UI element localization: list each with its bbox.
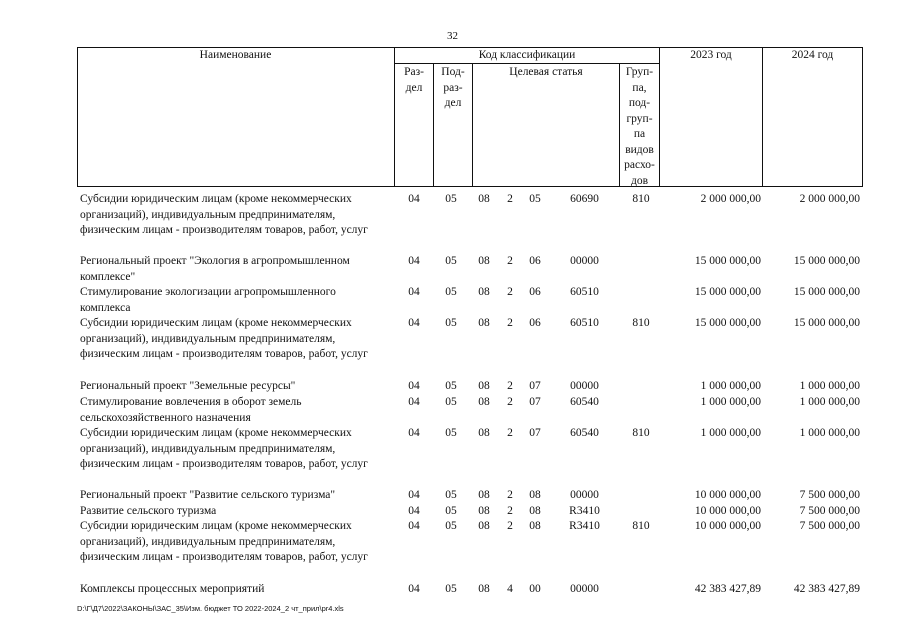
cell-cs3: 00 bbox=[529, 583, 541, 595]
cell-cs1: 08 bbox=[478, 286, 490, 298]
cell-cs2: 4 bbox=[507, 583, 513, 595]
cell-y2024: 15 000 000,00 bbox=[793, 286, 860, 298]
row-name: Стимулирование вовлечения в оборот земель сельскохозяйственного назначения bbox=[80, 396, 302, 424]
cell-razd: 04 bbox=[408, 583, 420, 595]
cell-vr: 810 bbox=[632, 427, 650, 439]
cell-cs2: 2 bbox=[507, 317, 513, 329]
cell-cs3: 06 bbox=[529, 255, 541, 267]
cell-cs1: 08 bbox=[478, 255, 490, 267]
cell-cs2: 2 bbox=[507, 505, 513, 517]
row-name: Субсидии юридическим лицам (кроме некоммерческих организаций), индивидуальным предпринимателям, физическим лицам - производителям товаров, работ, услуг bbox=[80, 193, 368, 236]
cell-cs4: R3410 bbox=[569, 505, 600, 517]
cell-cs2: 2 bbox=[507, 193, 513, 205]
cell-y2023: 10 000 000,00 bbox=[694, 489, 761, 501]
file-path-footer: D:\Г\Д7\2022\ЗАКОНЫ\ЗАС_35\Изм. бюджет ТО 2022-2024_2 чт_прил\pr4.xls bbox=[77, 604, 344, 613]
cell-cs1: 08 bbox=[478, 380, 490, 392]
cell-cs4: 00000 bbox=[570, 380, 599, 392]
header-name: Наименование bbox=[199, 49, 272, 61]
cell-y2024: 2 000 000,00 bbox=[799, 193, 860, 205]
row-name: Комплексы процессных мероприятий bbox=[80, 583, 265, 595]
cell-cs2: 2 bbox=[507, 286, 513, 298]
cell-cs2: 2 bbox=[507, 520, 513, 532]
cell-cs1: 08 bbox=[478, 317, 490, 329]
cell-y2023: 15 000 000,00 bbox=[694, 317, 761, 329]
cell-cs1: 08 bbox=[478, 193, 490, 205]
cell-y2024: 15 000 000,00 bbox=[793, 255, 860, 267]
cell-razd: 04 bbox=[408, 317, 420, 329]
cell-y2023: 15 000 000,00 bbox=[694, 255, 761, 267]
cell-cs4: 60510 bbox=[570, 286, 599, 298]
cell-podr: 05 bbox=[445, 505, 457, 517]
cell-y2023: 1 000 000,00 bbox=[700, 427, 761, 439]
header-razdel: Раз- дел bbox=[404, 66, 424, 94]
cell-cs3: 06 bbox=[529, 317, 541, 329]
cell-y2024: 42 383 427,89 bbox=[793, 583, 860, 595]
cell-cs3: 07 bbox=[529, 380, 541, 392]
header-2023: 2023 год bbox=[690, 49, 732, 61]
cell-razd: 04 bbox=[408, 286, 420, 298]
cell-razd: 04 bbox=[408, 505, 420, 517]
cell-razd: 04 bbox=[408, 193, 420, 205]
cell-cs2: 2 bbox=[507, 255, 513, 267]
row-name: Субсидии юридическим лицам (кроме некоммерческих организаций), индивидуальным предпринимателям, физическим лицам - производителям товаров, работ, услуг bbox=[80, 520, 368, 563]
cell-podr: 05 bbox=[445, 317, 457, 329]
cell-razd: 04 bbox=[408, 255, 420, 267]
cell-cs1: 08 bbox=[478, 489, 490, 501]
cell-cs1: 08 bbox=[478, 520, 490, 532]
cell-y2023: 15 000 000,00 bbox=[694, 286, 761, 298]
cell-cs4: 60540 bbox=[570, 396, 599, 408]
cell-cs4: R3410 bbox=[569, 520, 600, 532]
cell-podr: 05 bbox=[445, 396, 457, 408]
cell-cs4: 60690 bbox=[570, 193, 599, 205]
cell-podr: 05 bbox=[445, 520, 457, 532]
cell-y2023: 10 000 000,00 bbox=[694, 505, 761, 517]
cell-razd: 04 bbox=[408, 427, 420, 439]
cell-podr: 05 bbox=[445, 583, 457, 595]
cell-cs2: 2 bbox=[507, 396, 513, 408]
cell-cs4: 60510 bbox=[570, 317, 599, 329]
row-name: Региональный проект "Земельные ресурсы" bbox=[80, 380, 296, 392]
page-number: 32 bbox=[447, 30, 458, 42]
cell-cs1: 08 bbox=[478, 583, 490, 595]
cell-y2024: 7 500 000,00 bbox=[799, 505, 860, 517]
cell-cs3: 07 bbox=[529, 427, 541, 439]
cell-y2024: 1 000 000,00 bbox=[799, 396, 860, 408]
cell-razd: 04 bbox=[408, 520, 420, 532]
cell-vr: 810 bbox=[632, 193, 650, 205]
row-name: Стимулирование экологизации агропромышленного комплекса bbox=[80, 286, 336, 314]
row-name: Субсидии юридическим лицам (кроме некоммерческих организаций), индивидуальным предпринимателям, физическим лицам - производителям товаров, работ, услуг bbox=[80, 317, 368, 360]
cell-y2024: 1 000 000,00 bbox=[799, 427, 860, 439]
cell-y2024: 15 000 000,00 bbox=[793, 317, 860, 329]
row-name: Региональный проект "Экология в агропромышленном комплексе" bbox=[80, 255, 350, 283]
cell-cs2: 2 bbox=[507, 427, 513, 439]
cell-cs3: 08 bbox=[529, 520, 541, 532]
cell-cs1: 08 bbox=[478, 427, 490, 439]
cell-razd: 04 bbox=[408, 396, 420, 408]
cell-razd: 04 bbox=[408, 380, 420, 392]
cell-cs4: 00000 bbox=[570, 255, 599, 267]
cell-cs1: 08 bbox=[478, 396, 490, 408]
cell-cs3: 08 bbox=[529, 489, 541, 501]
row-name: Субсидии юридическим лицам (кроме некоммерческих организаций), индивидуальным предпринимателям, физическим лицам - производителям товаров, работ, услуг bbox=[80, 427, 368, 470]
header-code-classification: Код классификации bbox=[478, 49, 576, 61]
cell-cs2: 2 bbox=[507, 380, 513, 392]
cell-y2023: 2 000 000,00 bbox=[700, 193, 761, 205]
cell-cs3: 05 bbox=[529, 193, 541, 205]
cell-cs4: 00000 bbox=[570, 489, 599, 501]
cell-y2023: 42 383 427,89 bbox=[694, 583, 761, 595]
cell-vr: 810 bbox=[632, 317, 650, 329]
row-name: Региональный проект "Развитие сельского туризма" bbox=[80, 489, 336, 501]
cell-podr: 05 bbox=[445, 427, 457, 439]
table-header bbox=[77, 47, 863, 187]
cell-podr: 05 bbox=[445, 255, 457, 267]
cell-podr: 05 bbox=[445, 489, 457, 501]
cell-vr: 810 bbox=[632, 520, 650, 532]
cell-y2024: 1 000 000,00 bbox=[799, 380, 860, 392]
cell-razd: 04 bbox=[408, 489, 420, 501]
header-podrazdel: Под- раз- дел bbox=[441, 66, 465, 109]
cell-y2023: 1 000 000,00 bbox=[700, 380, 761, 392]
cell-cs3: 06 bbox=[529, 286, 541, 298]
cell-podr: 05 bbox=[445, 380, 457, 392]
header-group: Груп- па, под- груп- па видов расхо- дов bbox=[624, 66, 655, 187]
row-name: Развитие сельского туризма bbox=[80, 505, 217, 517]
cell-cs4: 60540 bbox=[570, 427, 599, 439]
cell-cs2: 2 bbox=[507, 489, 513, 501]
cell-podr: 05 bbox=[445, 286, 457, 298]
cell-y2024: 7 500 000,00 bbox=[799, 520, 860, 532]
cell-cs3: 08 bbox=[529, 505, 541, 517]
cell-podr: 05 bbox=[445, 193, 457, 205]
cell-y2023: 10 000 000,00 bbox=[694, 520, 761, 532]
header-target-article: Целевая статья bbox=[509, 66, 583, 78]
cell-cs3: 07 bbox=[529, 396, 541, 408]
cell-y2023: 1 000 000,00 bbox=[700, 396, 761, 408]
cell-cs4: 00000 bbox=[570, 583, 599, 595]
cell-y2024: 7 500 000,00 bbox=[799, 489, 860, 501]
cell-cs1: 08 bbox=[478, 505, 490, 517]
header-2024: 2024 год bbox=[791, 49, 834, 61]
